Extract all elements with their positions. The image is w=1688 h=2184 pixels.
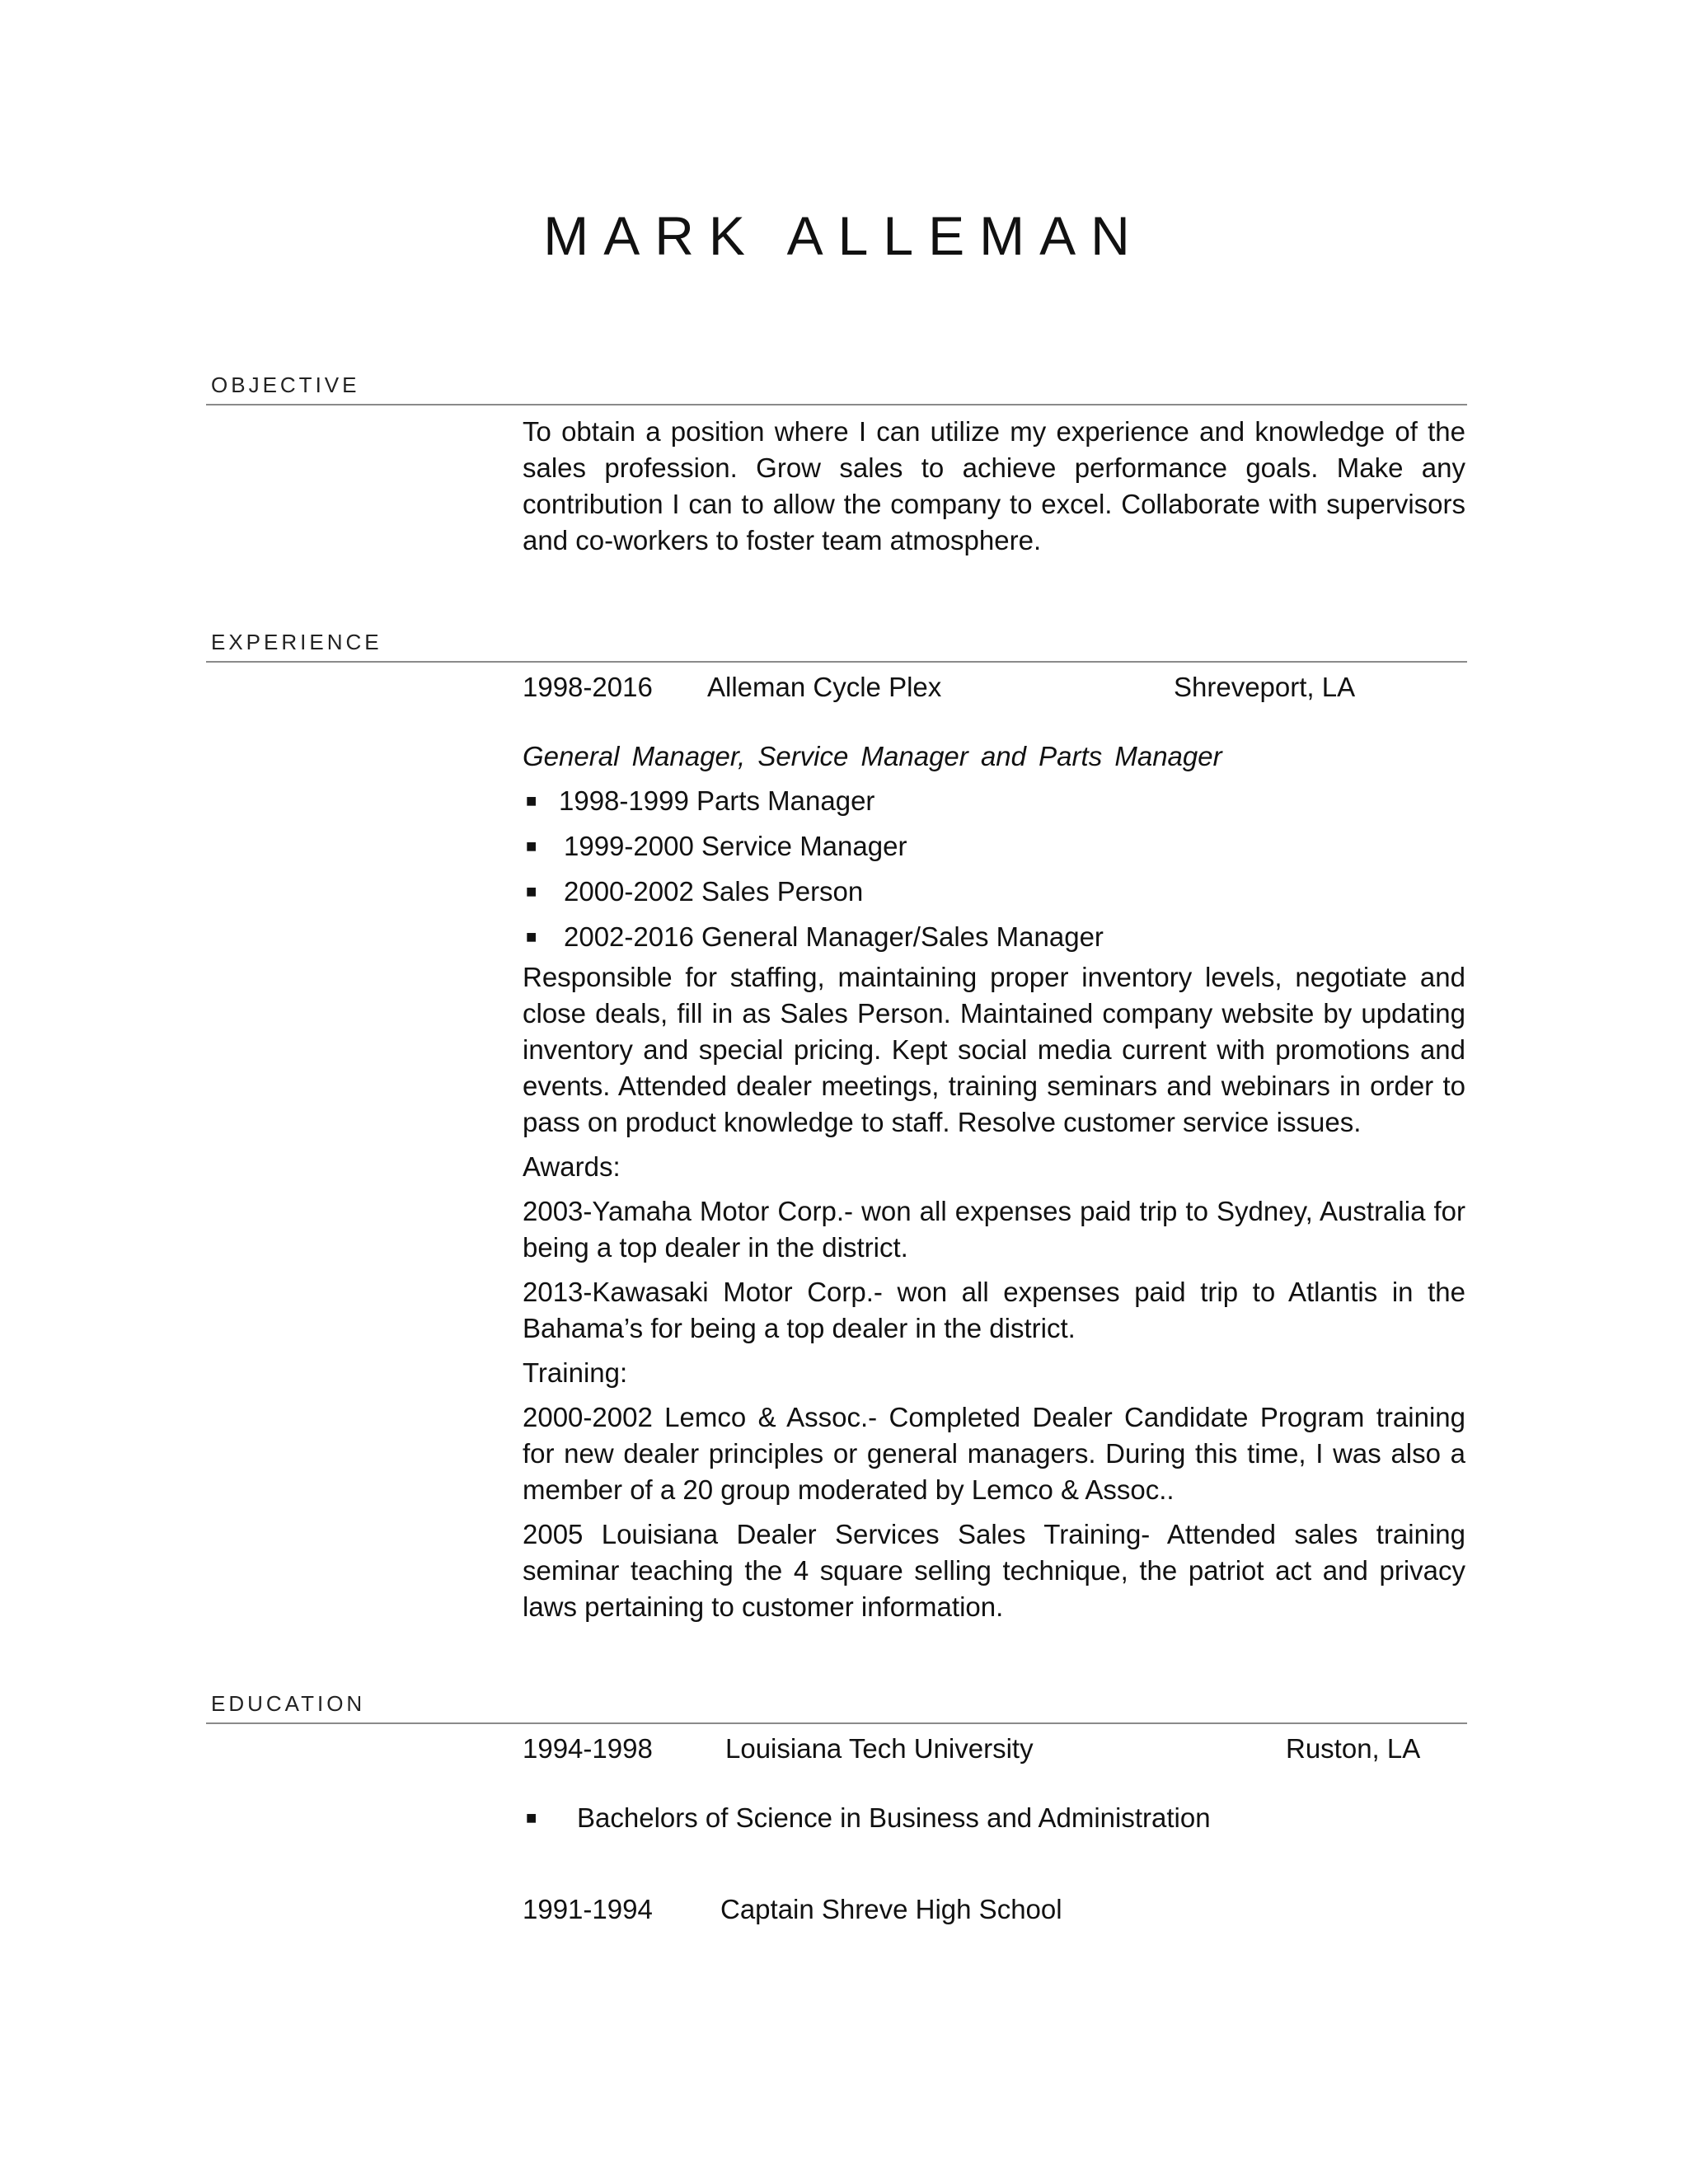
bullet-icon: ■ [526, 1807, 537, 1828]
education-location: Ruston, LA [1286, 1733, 1421, 1764]
experience-block [523, 669, 1465, 1625]
bullet-icon: ■ [526, 790, 537, 811]
bullet-icon: ■ [526, 926, 537, 947]
bullet-icon: ■ [526, 836, 537, 856]
experience-heading: EXPERIENCE [211, 630, 382, 654]
experience-header-row [523, 669, 1465, 705]
list-item: ■ 2002-2016 General Manager/Sales Manager [523, 919, 1465, 964]
education-divider [206, 1722, 1467, 1724]
training-item: 2000-2002 Lemco & Assoc.- Completed Dealer Candidate Program training for new dealer principles or general managers. During this time, I was also a member of a 20 group moderated by Lemco & Assoc.. [523, 1402, 1465, 1505]
list-item: ■ Bachelors of Science in Business and Administration [523, 1800, 1465, 1845]
objective-text: To obtain a position where I can utilize my experience and knowledge of the sales profession. Grow sales to achieve performance goals. Make any contribution I can to allow the company to excel. Collaborate with supervisors and co-workers to foster team atmosphere. [523, 416, 1465, 555]
experience-years: 1998-2016 [523, 672, 653, 702]
education-heading: EDUCATION [211, 1691, 366, 1716]
education-block [523, 1731, 1465, 1928]
education-entry-row [523, 1731, 1465, 1767]
awards-label: Awards: [523, 1151, 621, 1182]
education-school: Captain Shreve High School [720, 1894, 1062, 1924]
training-label: Training: [523, 1357, 628, 1388]
education-entry-row [523, 1891, 1465, 1928]
award-item: 2013-Kawasaki Motor Corp.- won all expenses paid trip to Atlantis in the Bahama’s for being a top dealer in the district. [523, 1277, 1465, 1343]
list-item: ■ 1998-1999 Parts Manager [523, 783, 1465, 828]
education-school: Louisiana Tech University [725, 1733, 1034, 1764]
list-item: ■ 1999-2000 Service Manager [523, 828, 1465, 874]
responsibilities-text: Responsible for staffing, maintaining proper inventory levels, negotiate and close deals, fill in as Sales Person. Maintained company website by updating inventory and special pricing. Kept social media current with promotions and events. Attended dealer meetings, training seminars and webinars in order to pass on product knowledge to staff. Resolve customer service issues. [523, 962, 1465, 1137]
award-item: 2003-Yamaha Motor Corp.- won all expenses paid trip to Sydney, Australia for being a top dealer in the district. [523, 1196, 1465, 1263]
list-item: ■ 2000-2002 Sales Person [523, 874, 1465, 919]
experience-divider [206, 661, 1467, 663]
experience-company: Alleman Cycle Plex [707, 672, 942, 702]
objective-divider [206, 404, 1467, 405]
education-years: 1994-1998 [523, 1733, 653, 1764]
roles-list [523, 783, 1465, 964]
training-item: 2005 Louisiana Dealer Services Sales Training- Attended sales training seminar teaching the 4 square selling technique, the patriot act and privacy laws pertaining to customer information. [523, 1519, 1465, 1622]
bullet-icon: ■ [526, 881, 537, 902]
objective-heading: OBJECTIVE [211, 373, 360, 397]
experience-title: General Manager, Service Manager and Parts Manager [523, 741, 1222, 771]
degree-list [523, 1800, 1465, 1845]
resume-name: MARK ALLEMAN [543, 205, 1145, 266]
experience-location: Shreveport, LA [1174, 672, 1356, 702]
education-years: 1991-1994 [523, 1894, 653, 1924]
